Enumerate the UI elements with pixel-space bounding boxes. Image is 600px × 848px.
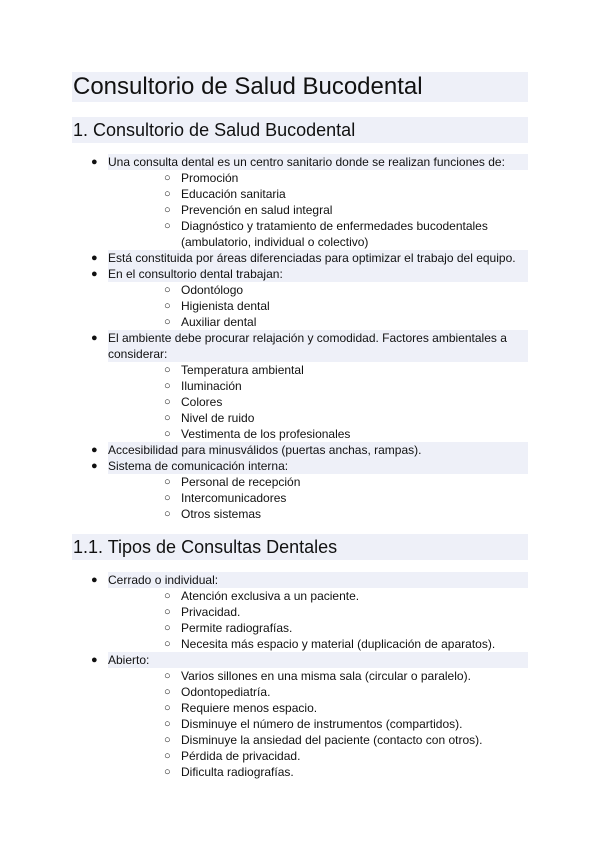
bullet-circle-icon: ○ xyxy=(164,750,171,762)
bullet-circle-icon: ○ xyxy=(164,622,171,634)
bullet-list-tipos xyxy=(72,572,528,780)
list-item-text: Está constituida por áreas diferenciadas para optimizar el trabajo del equipo. xyxy=(108,250,528,266)
bullet-list-consultorio xyxy=(72,154,528,522)
bullet-circle-icon: ○ xyxy=(164,590,171,602)
sub-list-item xyxy=(108,362,528,378)
sub-list-item xyxy=(108,716,528,732)
page-title: Consultorio de Salud Bucodental xyxy=(72,72,528,102)
list-item-text: Una consulta dental es un centro sanitario donde se realizan funciones de: xyxy=(108,154,528,170)
sub-list-item-text: Odontólogo xyxy=(181,283,244,297)
sub-list-item xyxy=(108,170,528,186)
sub-list-item xyxy=(108,314,528,330)
list-item xyxy=(72,572,528,652)
bullet-circle-icon: ○ xyxy=(164,412,171,424)
bullet-circle-icon: ○ xyxy=(164,766,171,778)
sub-list-item-text: Dificulta radiografías. xyxy=(181,765,294,779)
bullet-circle-icon: ○ xyxy=(164,188,171,200)
bullet-dot-icon: ● xyxy=(91,460,98,472)
bullet-circle-icon: ○ xyxy=(164,380,171,392)
bullet-circle-icon: ○ xyxy=(164,508,171,520)
bullet-circle-icon: ○ xyxy=(164,702,171,714)
sub-list-item-text: Vestimenta de los profesionales xyxy=(181,427,351,441)
sub-list-item-text: Pérdida de privacidad. xyxy=(181,749,301,763)
sub-list-item xyxy=(108,426,528,442)
sub-list-item-text: Educación sanitaria xyxy=(181,187,286,201)
sub-list xyxy=(108,474,528,522)
list-item xyxy=(72,266,528,330)
sub-list-item xyxy=(108,186,528,202)
sub-list-item xyxy=(108,490,528,506)
list-item-text: Cerrado o individual: xyxy=(108,572,528,588)
bullet-circle-icon: ○ xyxy=(164,300,171,312)
sub-list-item-text: Diagnóstico y tratamiento de enfermedades bucodentales (ambulatorio, individual o colectivo) xyxy=(181,219,488,249)
sub-list-item xyxy=(108,668,528,684)
sub-list-item xyxy=(108,748,528,764)
sub-list-item xyxy=(108,410,528,426)
list-item-text: El ambiente debe procurar relajación y comodidad. Factores ambientales a considerar: xyxy=(108,330,528,362)
sub-list-item-text: Odontopediatría. xyxy=(181,685,271,699)
sub-list-item xyxy=(108,218,528,250)
sub-list-item-text: Varios sillones en una misma sala (circular o paralelo). xyxy=(181,669,471,683)
sub-list-item xyxy=(108,394,528,410)
sub-list-item xyxy=(108,764,528,780)
sub-list-item xyxy=(108,202,528,218)
sub-list-item-text: Promoción xyxy=(181,171,239,185)
sub-list-item-text: Colores xyxy=(181,395,223,409)
sub-list-item-text: Higienista dental xyxy=(181,299,270,313)
list-item xyxy=(72,442,528,458)
list-item xyxy=(72,458,528,522)
list-item-text: Abierto: xyxy=(108,652,528,668)
sub-list xyxy=(108,282,528,330)
sub-list-item xyxy=(108,506,528,522)
bullet-circle-icon: ○ xyxy=(164,492,171,504)
sub-list-item-text: Disminuye la ansiedad del paciente (contacto con otros). xyxy=(181,733,483,747)
sub-list-item-text: Auxiliar dental xyxy=(181,315,257,329)
bullet-circle-icon: ○ xyxy=(164,638,171,650)
sub-list-item xyxy=(108,378,528,394)
bullet-circle-icon: ○ xyxy=(164,670,171,682)
sub-list-item-text: Permite radiografías. xyxy=(181,621,293,635)
sub-list-item xyxy=(108,700,528,716)
sub-list-item xyxy=(108,684,528,700)
bullet-circle-icon: ○ xyxy=(164,718,171,730)
sub-list xyxy=(108,588,528,652)
bullet-circle-icon: ○ xyxy=(164,220,171,232)
section-heading-consultorio: 1. Consultorio de Salud Bucodental xyxy=(72,117,528,143)
document-page xyxy=(72,72,528,780)
bullet-circle-icon: ○ xyxy=(164,686,171,698)
sub-list-item-text: Personal de recepción xyxy=(181,475,301,489)
bullet-circle-icon: ○ xyxy=(164,284,171,296)
sub-list-item xyxy=(108,620,528,636)
bullet-circle-icon: ○ xyxy=(164,606,171,618)
list-item xyxy=(72,154,528,250)
bullet-circle-icon: ○ xyxy=(164,476,171,488)
section-heading-tipos: 1.1. Tipos de Consultas Dentales xyxy=(72,534,528,560)
sub-list-item xyxy=(108,604,528,620)
sub-list-item xyxy=(108,474,528,490)
bullet-dot-icon: ● xyxy=(91,332,98,344)
sub-list xyxy=(108,362,528,442)
bullet-dot-icon: ● xyxy=(91,654,98,666)
list-item-text: En el consultorio dental trabajan: xyxy=(108,266,528,282)
sub-list-item xyxy=(108,636,528,652)
sub-list-item-text: Nivel de ruido xyxy=(181,411,255,425)
sub-list xyxy=(108,668,528,780)
bullet-circle-icon: ○ xyxy=(164,316,171,328)
bullet-circle-icon: ○ xyxy=(164,396,171,408)
bullet-dot-icon: ● xyxy=(91,444,98,456)
bullet-circle-icon: ○ xyxy=(164,172,171,184)
sub-list-item-text: Requiere menos espacio. xyxy=(181,701,318,715)
sub-list-item xyxy=(108,298,528,314)
sub-list-item-text: Temperatura ambiental xyxy=(181,363,304,377)
list-item xyxy=(72,250,528,266)
bullet-dot-icon: ● xyxy=(91,156,98,168)
sub-list xyxy=(108,170,528,250)
list-item xyxy=(72,330,528,442)
sub-list-item-text: Necesita más espacio y material (duplicación de aparatos). xyxy=(181,637,496,651)
list-item-text: Accesibilidad para minusválidos (puertas anchas, rampas). xyxy=(108,442,528,458)
list-item-text: Sistema de comunicación interna: xyxy=(108,458,528,474)
bullet-circle-icon: ○ xyxy=(164,428,171,440)
bullet-dot-icon: ● xyxy=(91,268,98,280)
sub-list-item xyxy=(108,732,528,748)
sub-list-item-text: Intercomunicadores xyxy=(181,491,287,505)
bullet-circle-icon: ○ xyxy=(164,734,171,746)
sub-list-item-text: Atención exclusiva a un paciente. xyxy=(181,589,360,603)
sub-list-item-text: Privacidad. xyxy=(181,605,241,619)
bullet-circle-icon: ○ xyxy=(164,364,171,376)
sub-list-item-text: Prevención en salud integral xyxy=(181,203,333,217)
sub-list-item xyxy=(108,588,528,604)
sub-list-item-text: Iluminación xyxy=(181,379,242,393)
bullet-circle-icon: ○ xyxy=(164,204,171,216)
bullet-dot-icon: ● xyxy=(91,252,98,264)
list-item xyxy=(72,652,528,780)
sub-list-item-text: Disminuye el número de instrumentos (compartidos). xyxy=(181,717,463,731)
sub-list-item-text: Otros sistemas xyxy=(181,507,262,521)
sub-list-item xyxy=(108,282,528,298)
bullet-dot-icon: ● xyxy=(91,574,98,586)
